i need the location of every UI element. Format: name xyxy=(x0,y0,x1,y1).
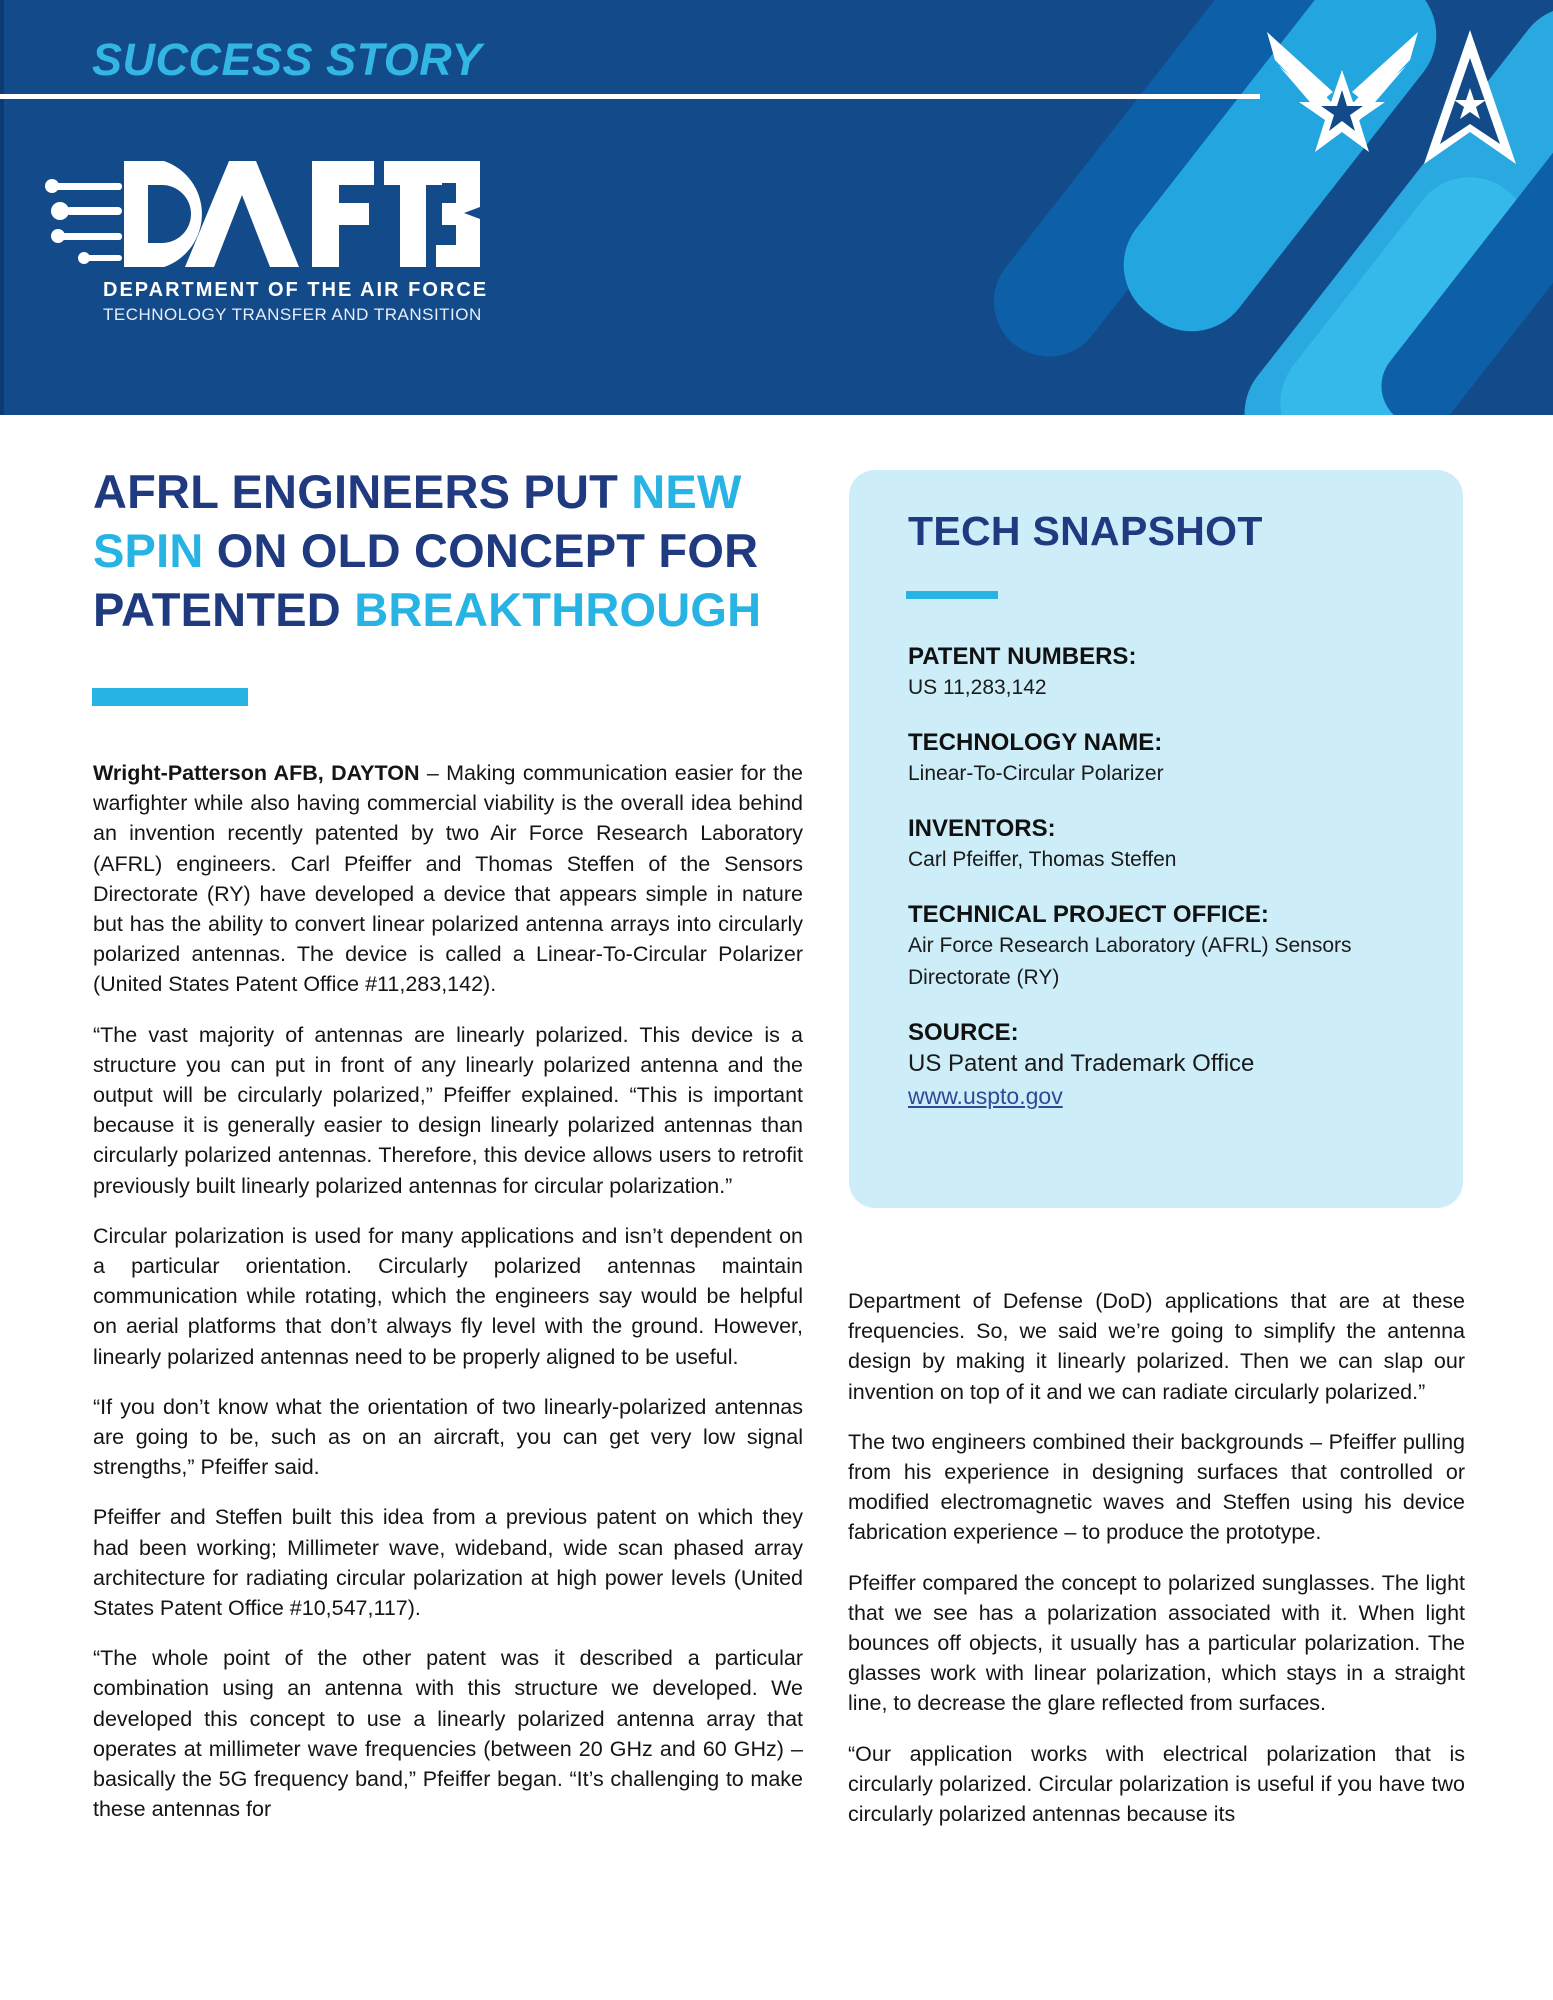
article-paragraph: “The vast majority of antennas are linearly polarized. This device is a structure you can put in front of any linearly polarized antenna and the output will be circularly polarized,” Pfeiffer explained. “This is important because it is generally easier to design linearly polarized antennas than circularly polarized antennas. Therefore, this device allows users to retrofit previously built linearly polarized antennas for circular polarization.” xyxy=(93,1022,803,1198)
snapshot-accent-bar xyxy=(906,591,998,599)
article-paragraph: Department of Defense (DoD) applications that are at these frequencies. So, we said we’re going to simplify the antenna design by making it linearly polarized. Then we can slap our invention on top of it and we can radiate circularly polarized.” xyxy=(848,1289,1465,1404)
banner-edge xyxy=(0,0,4,415)
field-value: Linear-To-Circular Polarizer xyxy=(908,762,1164,785)
field-label: TECHNOLOGY NAME: xyxy=(908,729,1163,756)
field-technical-project-office xyxy=(908,900,1438,994)
field-patent-numbers xyxy=(908,642,1438,704)
dateline: Wright-Patterson AFB, DAYTON xyxy=(93,761,420,785)
article-headline xyxy=(93,462,813,639)
field-source xyxy=(908,1018,1438,1112)
article-paragraph: Pfeiffer compared the concept to polarized sunglasses. The light that we see has a polarization associated with it. When light bounces off objects, it usually has a particular polarization. The glasses work with linear polarization, which stays in a straight line, to decrease the glare reflected from surfaces. xyxy=(848,1570,1465,1716)
field-value: US 11,283,142 xyxy=(908,676,1047,699)
daf-t3-logo-icon xyxy=(44,155,484,273)
article-paragraph: The two engineers combined their backgrounds – Pfeiffer pulling from his experience in designing surfaces that controlled or modified electromagnetic waves and Steffen using his device fabrication experience – to produce the prototype. xyxy=(848,1429,1465,1545)
space-force-delta-icon xyxy=(1420,28,1520,168)
field-label: TECHNICAL PROJECT OFFICE: xyxy=(908,901,1269,928)
article-paragraph: “If you don’t know what the orientation of two linearly-polarized antennas are going to be, such as on an aircraft, you can get very low signal strengths,” Pfeiffer said. xyxy=(93,1394,803,1480)
field-value: US Patent and Trademark Office xyxy=(908,1050,1255,1077)
tech-snapshot-panel xyxy=(849,470,1463,1208)
logo-subtitle-2: TECHNOLOGY TRANSFER AND TRANSITION xyxy=(103,305,482,324)
article-paragraph xyxy=(93,758,803,1000)
field-value: Air Force Research Laboratory (AFRL) Sensors Directorate (RY) xyxy=(908,934,1352,989)
headline-part: AFRL ENGINEERS PUT xyxy=(93,465,632,518)
article-paragraph: “The whole point of the other patent was it described a particular combination using an antenna with this structure we developed. We developed this concept to use a linearly polarized antenna array that operates at millimeter wave frequencies (between 20 GHz and 60 GHz) – basically the 5G frequency band,” Pfeiffer began. “It’s challenging to make these antennas for xyxy=(93,1646,803,1822)
article-column-right xyxy=(848,1286,1465,1829)
field-technology-name xyxy=(908,728,1438,790)
uspto-link[interactable]: www.uspto.gov xyxy=(908,1083,1063,1109)
article-paragraph: Pfeiffer and Steffen built this idea from a previous patent on which they had been working; Millimeter wave, wideband, wide scan phased array architecture for radiating circular polarization at high power levels (United States Patent Office #10,547,117). xyxy=(93,1505,803,1621)
header-banner xyxy=(0,0,1553,415)
snapshot-title: TECH SNAPSHOT xyxy=(908,508,1263,554)
article-paragraph: “Our application works with electrical polarization that is circularly polarized. Circular polarization is useful if you have two circularly polarized antennas because its xyxy=(848,1741,1465,1827)
header-rule xyxy=(0,94,1260,99)
snapshot-fields xyxy=(908,642,1438,1136)
article-column-left xyxy=(93,758,803,1825)
field-label: SOURCE: xyxy=(908,1019,1019,1046)
headline-highlight: NEW SPIN xyxy=(93,465,742,577)
article-paragraph: Circular polarization is used for many applications and isn’t dependent on a particular orientation. Circularly polarized antennas maintain communication while rotating, which the engineers say would be helpful on aerial platforms that don’t always fly level with the ground. However, linearly polarized antennas need to be properly aligned to be useful. xyxy=(93,1223,803,1369)
lead-text: – Making communication easier for the warfighter while also having commercial viability is the overall idea behind an invention recently patented by two Air Force Research Laboratory (AFRL) engineers. Carl Pfeiffer and Thomas Steffen of the Sensors Directorate (RY) have developed a device that appears simple in nature but has the ability to convert linear polarized antenna arrays into circularly polarized antennas. The device is called a Linear-To-Circular Polarizer (United States Patent Office #11,283,142). xyxy=(93,761,804,997)
field-inventors xyxy=(908,814,1438,876)
field-label: PATENT NUMBERS: xyxy=(908,643,1137,670)
success-story-kicker: SUCCESS STORY xyxy=(92,34,482,85)
headline-accent-bar xyxy=(92,688,248,706)
headline-part: ON OLD CONCEPT FOR PATENTED xyxy=(93,524,759,636)
air-force-emblem-icon xyxy=(1265,30,1420,165)
headline-highlight: BREAKTHROUGH xyxy=(354,583,762,636)
logo-subtitle-1: DEPARTMENT OF THE AIR FORCE xyxy=(103,279,489,301)
field-value: Carl Pfeiffer, Thomas Steffen xyxy=(908,848,1177,871)
field-label: INVENTORS: xyxy=(908,815,1056,842)
